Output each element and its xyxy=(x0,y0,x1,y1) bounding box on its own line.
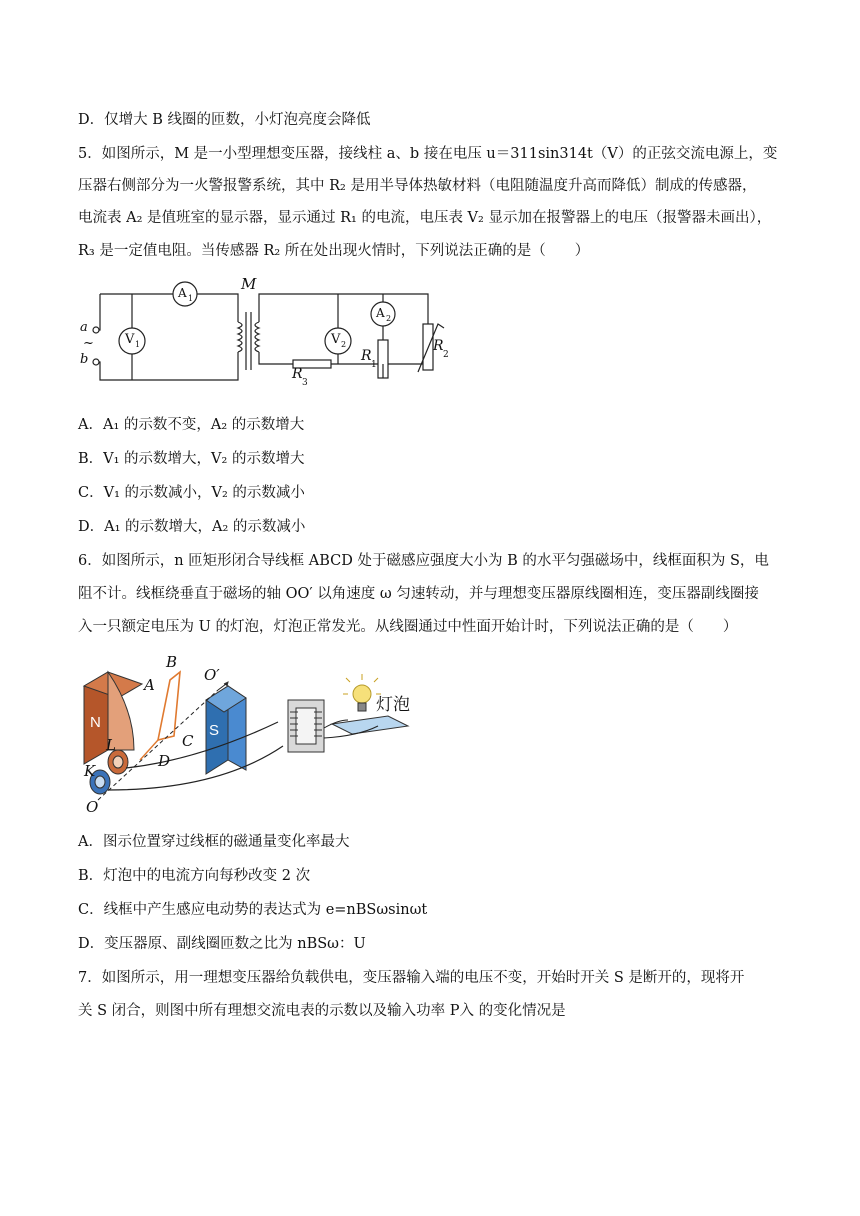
q6-option-b: B．灯泡中的电流方向每秒改变 2 次 xyxy=(78,868,311,884)
q5-option-d: D．A₁ 的示数增大，A₂ 的示数减小 xyxy=(78,519,306,535)
q6-option-d: D．变压器原、副线圈匝数之比为 nBSω：U xyxy=(78,936,366,952)
label-b: b xyxy=(80,352,89,367)
label-R2: R xyxy=(433,338,444,354)
label-O: O xyxy=(86,798,99,816)
q5-option-c: C．V₁ 的示数减小，V₂ 的示数减小 xyxy=(78,485,305,501)
label-R2-sub: 2 xyxy=(443,350,449,360)
label-L: L xyxy=(106,736,116,754)
label-R1-sub: 1 xyxy=(371,360,377,370)
label-D: D xyxy=(158,752,171,770)
label-a: a xyxy=(80,320,88,335)
q6-line-1: 6．如图所示，n 匝矩形闭合导线框 ABCD 处于磁感应强度大小为 B 的水平匀强磁场中，线框面积为 S，电 xyxy=(78,553,769,569)
q5-line-2: 压器右侧部分为一火警报警系统，其中 R₂ 是用半导体热敏材料（电阻随温度升高而降低）制成的传感器， xyxy=(78,178,757,194)
label-A2-sub: 2 xyxy=(386,314,392,323)
label-B: B xyxy=(166,653,178,671)
label-S: S xyxy=(209,722,220,739)
label-K: K xyxy=(84,762,96,780)
label-V1: V xyxy=(125,332,135,347)
prev-option-d: D．仅增大 B 线圈的匝数，小灯泡亮度会降低 xyxy=(78,112,371,128)
label-A2: A xyxy=(376,306,385,320)
q6-option-c: C．线框中产生感应电动势的表达式为 e=nBSωsinωt xyxy=(78,902,428,918)
label-V2-sub: 2 xyxy=(341,340,347,349)
q5-option-b: B．V₁ 的示数增大，V₂ 的示数增大 xyxy=(78,451,305,467)
q6-option-a: A．图示位置穿过线框的磁通量变化率最大 xyxy=(78,834,350,850)
label-tilde: ~ xyxy=(83,336,94,351)
label-V1-sub: 1 xyxy=(135,340,141,349)
q5-line-4: R₃ 是一定值电阻。当传感器 R₂ 所在处出现火情时，下列说法正确的是（ ） xyxy=(78,243,590,259)
q5-circuit-figure xyxy=(78,272,458,402)
q7-line-2: 关 S 闭合，则图中所有理想交流电表的示数以及输入功率 P入 的变化情况是 xyxy=(78,1003,566,1019)
q5-line-3: 电流表 A₂ 是值班室的显示器，显示通过 R₁ 的电流，电压表 V₂ 显示加在报警器上的电压（报警器未画出）， xyxy=(78,210,772,226)
q6-line-3: 入一只额定电压为 U 的灯泡，灯泡正常发光。从线圈通过中性面开始计时，下列说法正确的是（ ） xyxy=(78,619,738,635)
label-O-prime: O′ xyxy=(204,666,220,684)
label-A: A xyxy=(144,676,155,694)
label-A1: A xyxy=(178,286,187,300)
label-R3: R xyxy=(292,366,303,382)
label-M: M xyxy=(241,275,257,293)
label-R3-sub: 3 xyxy=(302,378,308,388)
q5-line-1: 5．如图所示，M 是一小型理想变压器，接线柱 a、b 接在电压 u＝311sin314t（V）的正弦交流电源上，变 xyxy=(78,146,778,162)
q5-option-a: A．A₁ 的示数不变，A₂ 的示数增大 xyxy=(78,417,305,433)
label-lamp: 灯泡 xyxy=(376,695,410,715)
label-R1: R xyxy=(361,348,372,364)
q6-generator-figure xyxy=(78,650,438,820)
label-C: C xyxy=(182,732,194,750)
q7-line-1: 7．如图所示，用一理想变压器给负载供电，变压器输入端的电压不变，开始时开关 S 是断开的，现将开 xyxy=(78,970,745,986)
label-V2: V xyxy=(331,332,341,347)
q6-line-2: 阻不计。线框绕垂直于磁场的轴 OO′ 以角速度 ω 匀速转动，并与理想变压器原线圈相连，变压器副线圈接 xyxy=(78,586,759,602)
label-N: N xyxy=(90,714,101,731)
label-A1-sub: 1 xyxy=(188,294,194,303)
